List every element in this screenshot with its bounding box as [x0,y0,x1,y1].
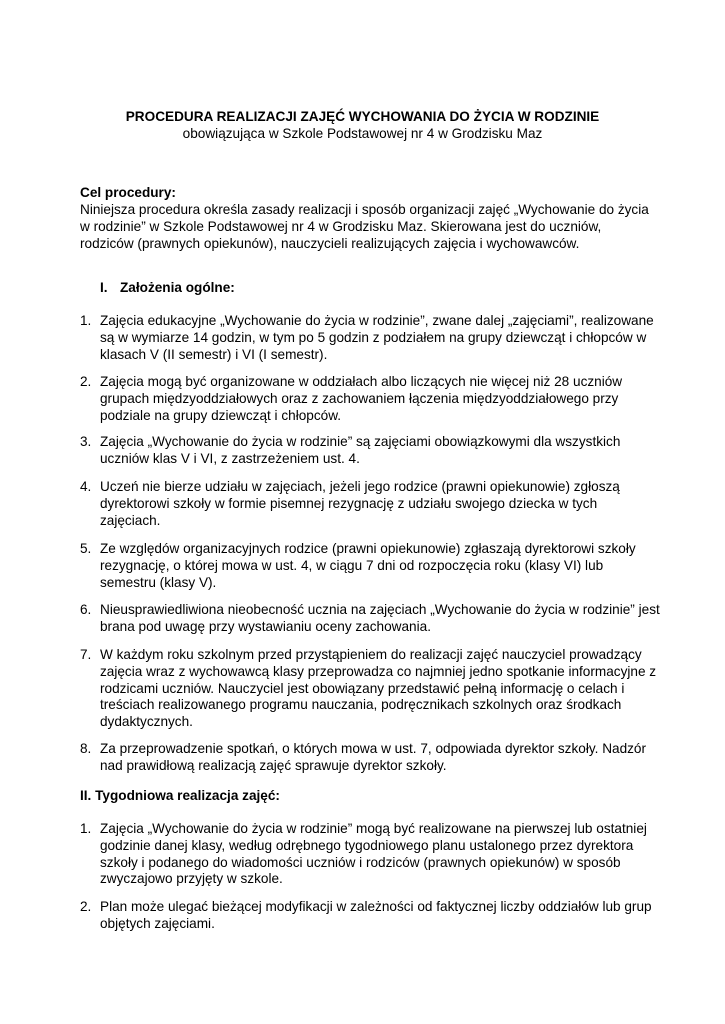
list-item [80,647,660,731]
list-item [80,602,660,636]
list-item [80,541,660,591]
list-item-text: Ze względów organizacyjnych rodzice (prawni opiekunowie) zgłaszają dyrektorowi szkoły rezygnację, o której mowa w ust. 4, w ciągu 7 dni od rozpoczęcia roku (klasy VI) lub semestru (klasy V). [100,541,636,590]
list-item [80,374,660,424]
list-item-number: 2. [80,374,92,389]
list-item-number: 1. [80,313,92,328]
list-item-number: 1. [80,821,92,836]
section-1-heading [100,280,675,297]
list-item-text: Zajęcia „Wychowanie do życia w rodzinie” są zajęciami obowiązkowymi dla wszystkich uczniów klas V i VI, z zastrzeżeniem ust. 4. [100,434,621,466]
list-item-text: W każdym roku szkolnym przed przystąpieniem do realizacji zajęć nauczyciel prowadzący zajęcia wraz z wychowawcą klasy przeprowadza co najmniej jedno spotkanie informacyjne z rodzicami uczniów. Nauczyciel jest obowiązany przedstawić pełną informację o celach i treściach realizowanego programu nauczania, podręcznikach szkolnych oraz środkach dydaktycznych. [100,647,657,730]
list-item [80,821,660,888]
list-item-number: 8. [80,741,92,756]
list-item [80,479,660,529]
section-1-title: Założenia ogólne: [120,280,235,295]
list-item [80,741,660,775]
document-subtitle: obowiązująca w Szkole Podstawowej nr 4 w Grodzisku Maz [182,126,543,141]
document-title: PROCEDURA REALIZACJI ZAJĘĆ WYCHOWANIA DO ŻYCIA W RODZINIE [125,109,600,124]
list-item-number: 5. [80,541,92,556]
list-item [80,313,660,363]
list-item-number: 6. [80,602,92,617]
list-item-text: Za przeprowadzenie spotkań, o których mowa w ust. 7, odpowiada dyrektor szkoły. Nadzór nad prawidłową realizacją zajęć sprawuje dyrektor szkoły. [100,741,647,773]
list-item-number: 2. [80,899,92,914]
list-item-text: Zajęcia „Wychowanie do życia w rodzinie” mogą być realizowane na pierwszej lub ostatniej godzinie danej klasy, według odrębnego tygodniowego planu ustalonego przez dyrektora szkoły i podanego do wiadomości uczniów i rodziców (prawnych opiekunów) w sposób zwyczajowo przyjęty w szkole. [100,821,647,887]
list-item [80,899,660,933]
section-1-number: I. [100,280,108,295]
list-item-text: Zajęcia mogą być organizowane w oddziałach albo liczących nie więcej niż 28 uczniów grupach międzyoddziałowych oraz z zachowaniem łączenia międzyoddziałowego przy podziale na grupy dziewcząt i chłopców. [100,374,623,423]
goal-text: Niniejsza procedura określa zasady realizacji i sposób organizacji zajęć „Wychowanie do życia w rodzinie” w Szkole Podstawowej nr 4 w Grodzisku Maz. Skierowana jest do uczniów, rodziców (prawnych opiekunów), nauczycieli realizujących zajęcia i wychowawców. [80,202,649,251]
list-item-number: 4. [80,479,92,494]
list-item-number: 3. [80,434,92,449]
list-item-number: 7. [80,647,92,662]
section-2-heading: II. Tygodniowa realizacja zajęć: [80,788,280,803]
list-item-text: Uczeń nie bierze udziału w zajęciach, jeżeli jego rodzice (prawni opiekunowie) zgłoszą dyrektorowi szkoły w formie pisemnej rezygnację z udziału swojego dziecka w tych zajęciach. [100,479,620,528]
goal-heading: Cel procedury: [80,185,176,200]
list-item [80,434,660,468]
list-item-text: Nieusprawiedliwiona nieobecność ucznia na zajęciach „Wychowanie do życia w rodzinie” jest brana pod uwagę przy wystawianiu oceny zachowania. [100,602,660,634]
list-item-text: Zajęcia edukacyjne „Wychowanie do życia w rodzinie”, zwane dalej „zajęciami”, realizowane są w wymiarze 14 godzin, w tym po 5 godzin z podziałem na grupy dziewcząt i chłopców w klasach V (II semestr) i VI (I semestr). [100,313,654,362]
list-item-text: Plan może ulegać bieżącej modyfikacji w zależności od faktycznej liczby oddziałów lub grup objętych zajęciami. [100,899,652,931]
